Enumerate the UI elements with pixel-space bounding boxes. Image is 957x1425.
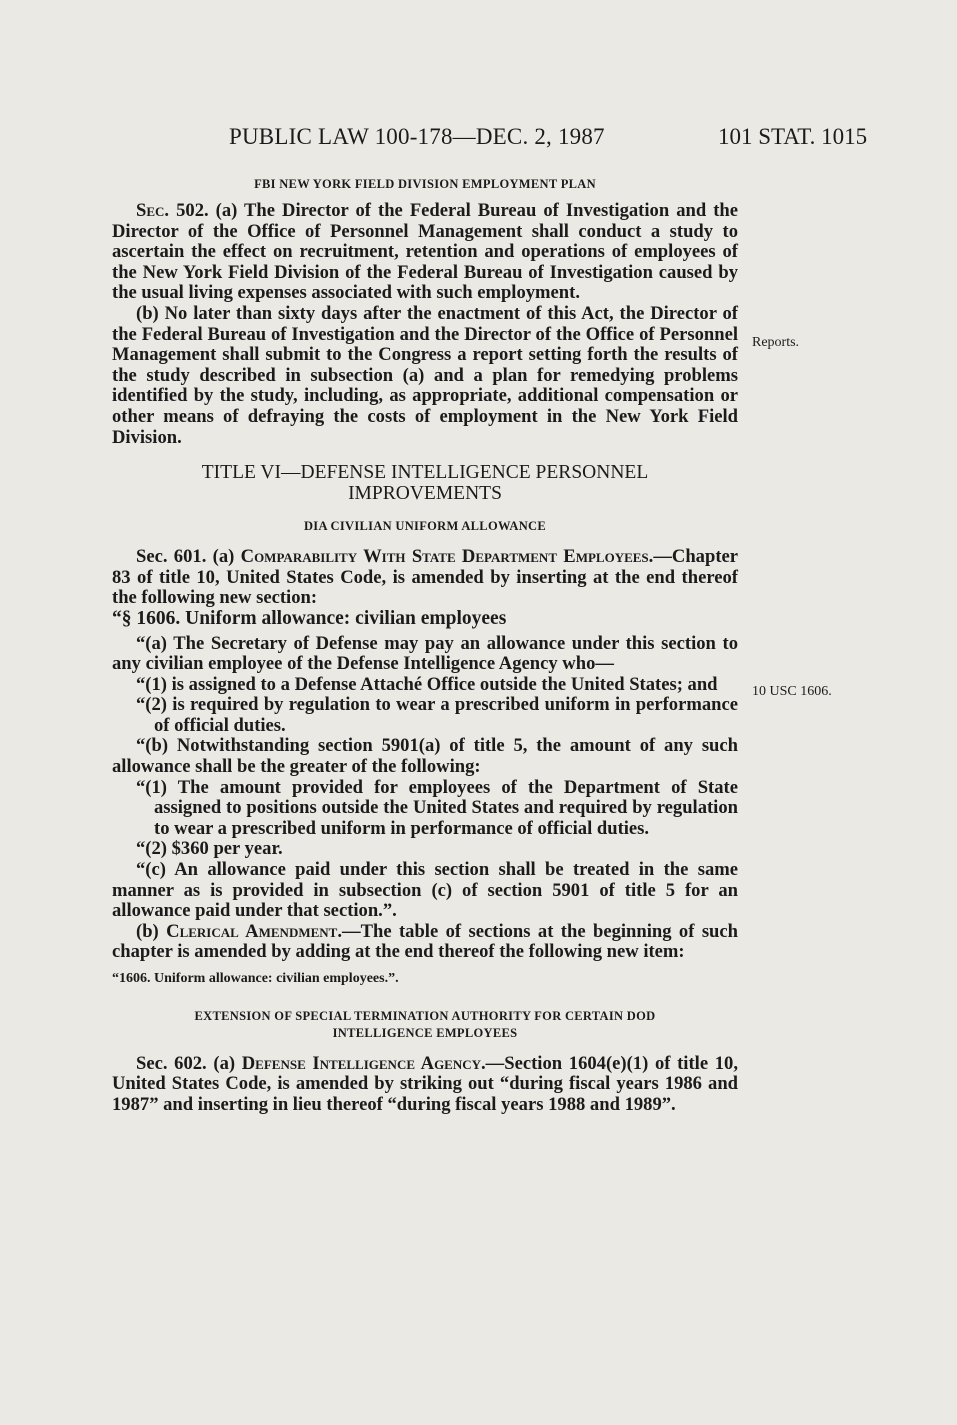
section-heading-fbi: FBI NEW YORK FIELD DIVISION EMPLOYMENT PLAN: [254, 177, 596, 191]
sec-601-b: [112, 922, 738, 963]
title-vi-line2: IMPROVEMENTS: [348, 483, 502, 505]
sec-601-caption: Comparability With State Department Employees.: [240, 546, 654, 568]
sec-1606-c: “(c) An allowance paid under this section shall be treated in the same manner as is provided in subsection (c) of section 5901 of title 5 for an allowance paid under that section.”.: [112, 859, 738, 922]
sec-502-b: (b) No later than sixty days after the enactment of this Act, the Director of the Federal Bureau of Investigation and the Director of the Office of Personnel Management shall submit to the Congress a report setting forth the results of the study described in subsection (a) and a plan for remedying problems identified by the study, including, as appropriate, additional compensation or other means of defraying the costs of employment in the New York Field Division.: [112, 302, 738, 448]
sec-1606-a-2: “(2) is required by regulation to wear a prescribed uniform in performance of official duties.: [136, 694, 738, 736]
sec-label: Sec.: [136, 200, 170, 221]
running-header-right: 101 STAT. 1015: [718, 124, 868, 149]
sec-601-b-text: —The table of sections at the beginning of such chapter is amended by adding at the end thereof the following new item:: [112, 920, 738, 963]
sec-502-a: [112, 201, 738, 304]
sec-601-a: [112, 547, 738, 609]
extension-line2: INTELLIGENCE EMPLOYEES: [332, 1025, 518, 1040]
sec-602-a: [112, 1054, 738, 1116]
sec-502-a-text: 502. (a) The Director of the Federal Bureau of Investigation and the Director of the Office of Personnel Management shall conduct a study to ascertain the effect on recruitment, retention and operations of employees of the New York Field Division of the Federal Bureau of Investigation caused by the usual living expenses associated with such employment.: [112, 200, 738, 304]
sec-1606-a-1: “(1) is assigned to a Defense Attaché Office outside the United States; and: [136, 673, 718, 695]
sec-1606-b-1: “(1) The amount provided for employees of the Department of State assigned to positions outside the United States and required by regulation to wear a prescribed uniform in performance of official duties.: [136, 776, 738, 839]
sec-601-a-text: —Chapter 83 of title 10, United States Code, is amended by inserting at the end thereof the following new section:: [112, 546, 739, 609]
sec-601-b-caption: Clerical Amendment.: [166, 920, 342, 942]
sec-602-caption: Defense Intelligence Agency.: [241, 1052, 486, 1074]
sec-601-b-label: (b): [136, 920, 159, 942]
title-vi-heading: [112, 462, 738, 504]
sec-1606-heading: “§ 1606. Uniform allowance: civilian employees: [112, 607, 507, 629]
section-heading-extension: [112, 1008, 738, 1042]
margin-note-reports: Reports.: [752, 335, 800, 350]
running-header-left: PUBLIC LAW 100-178—DEC. 2, 1987: [229, 124, 605, 149]
sec-1606-b-2: “(2) $360 per year.: [136, 838, 283, 860]
sec-1606-b: “(b) Notwithstanding section 5901(a) of title 5, the amount of any such allowance shall be the greater of the following:: [112, 735, 738, 778]
sec-1606-a: “(a) The Secretary of Defense may pay an allowance under this section to any civilian employee of the Defense Intelligence Agency who—: [112, 632, 738, 675]
sec-602-a-text: —Section 1604(e)(1) of title 10, United States Code, is amended by striking out “during fiscal years 1986 and 1987” and inserting in lieu thereof “during fiscal years 1988 and 1989”.: [112, 1052, 738, 1115]
section-heading-dia: DIA CIVILIAN UNIFORM ALLOWANCE: [303, 519, 546, 534]
extension-line1: EXTENSION OF SPECIAL TERMINATION AUTHORITY FOR CERTAIN DOD: [194, 1008, 656, 1023]
table-item-1606: “1606. Uniform allowance: civilian employees.”.: [112, 971, 399, 986]
sec-601-label: Sec. 601. (a): [136, 546, 235, 568]
text-column: [112, 176, 738, 1115]
margin-note-usc: 10 USC 1606.: [752, 684, 832, 699]
title-vi-line1: TITLE VI—DEFENSE INTELLIGENCE PERSONNEL: [201, 462, 649, 484]
sec-602-label: Sec. 602. (a): [136, 1052, 236, 1074]
